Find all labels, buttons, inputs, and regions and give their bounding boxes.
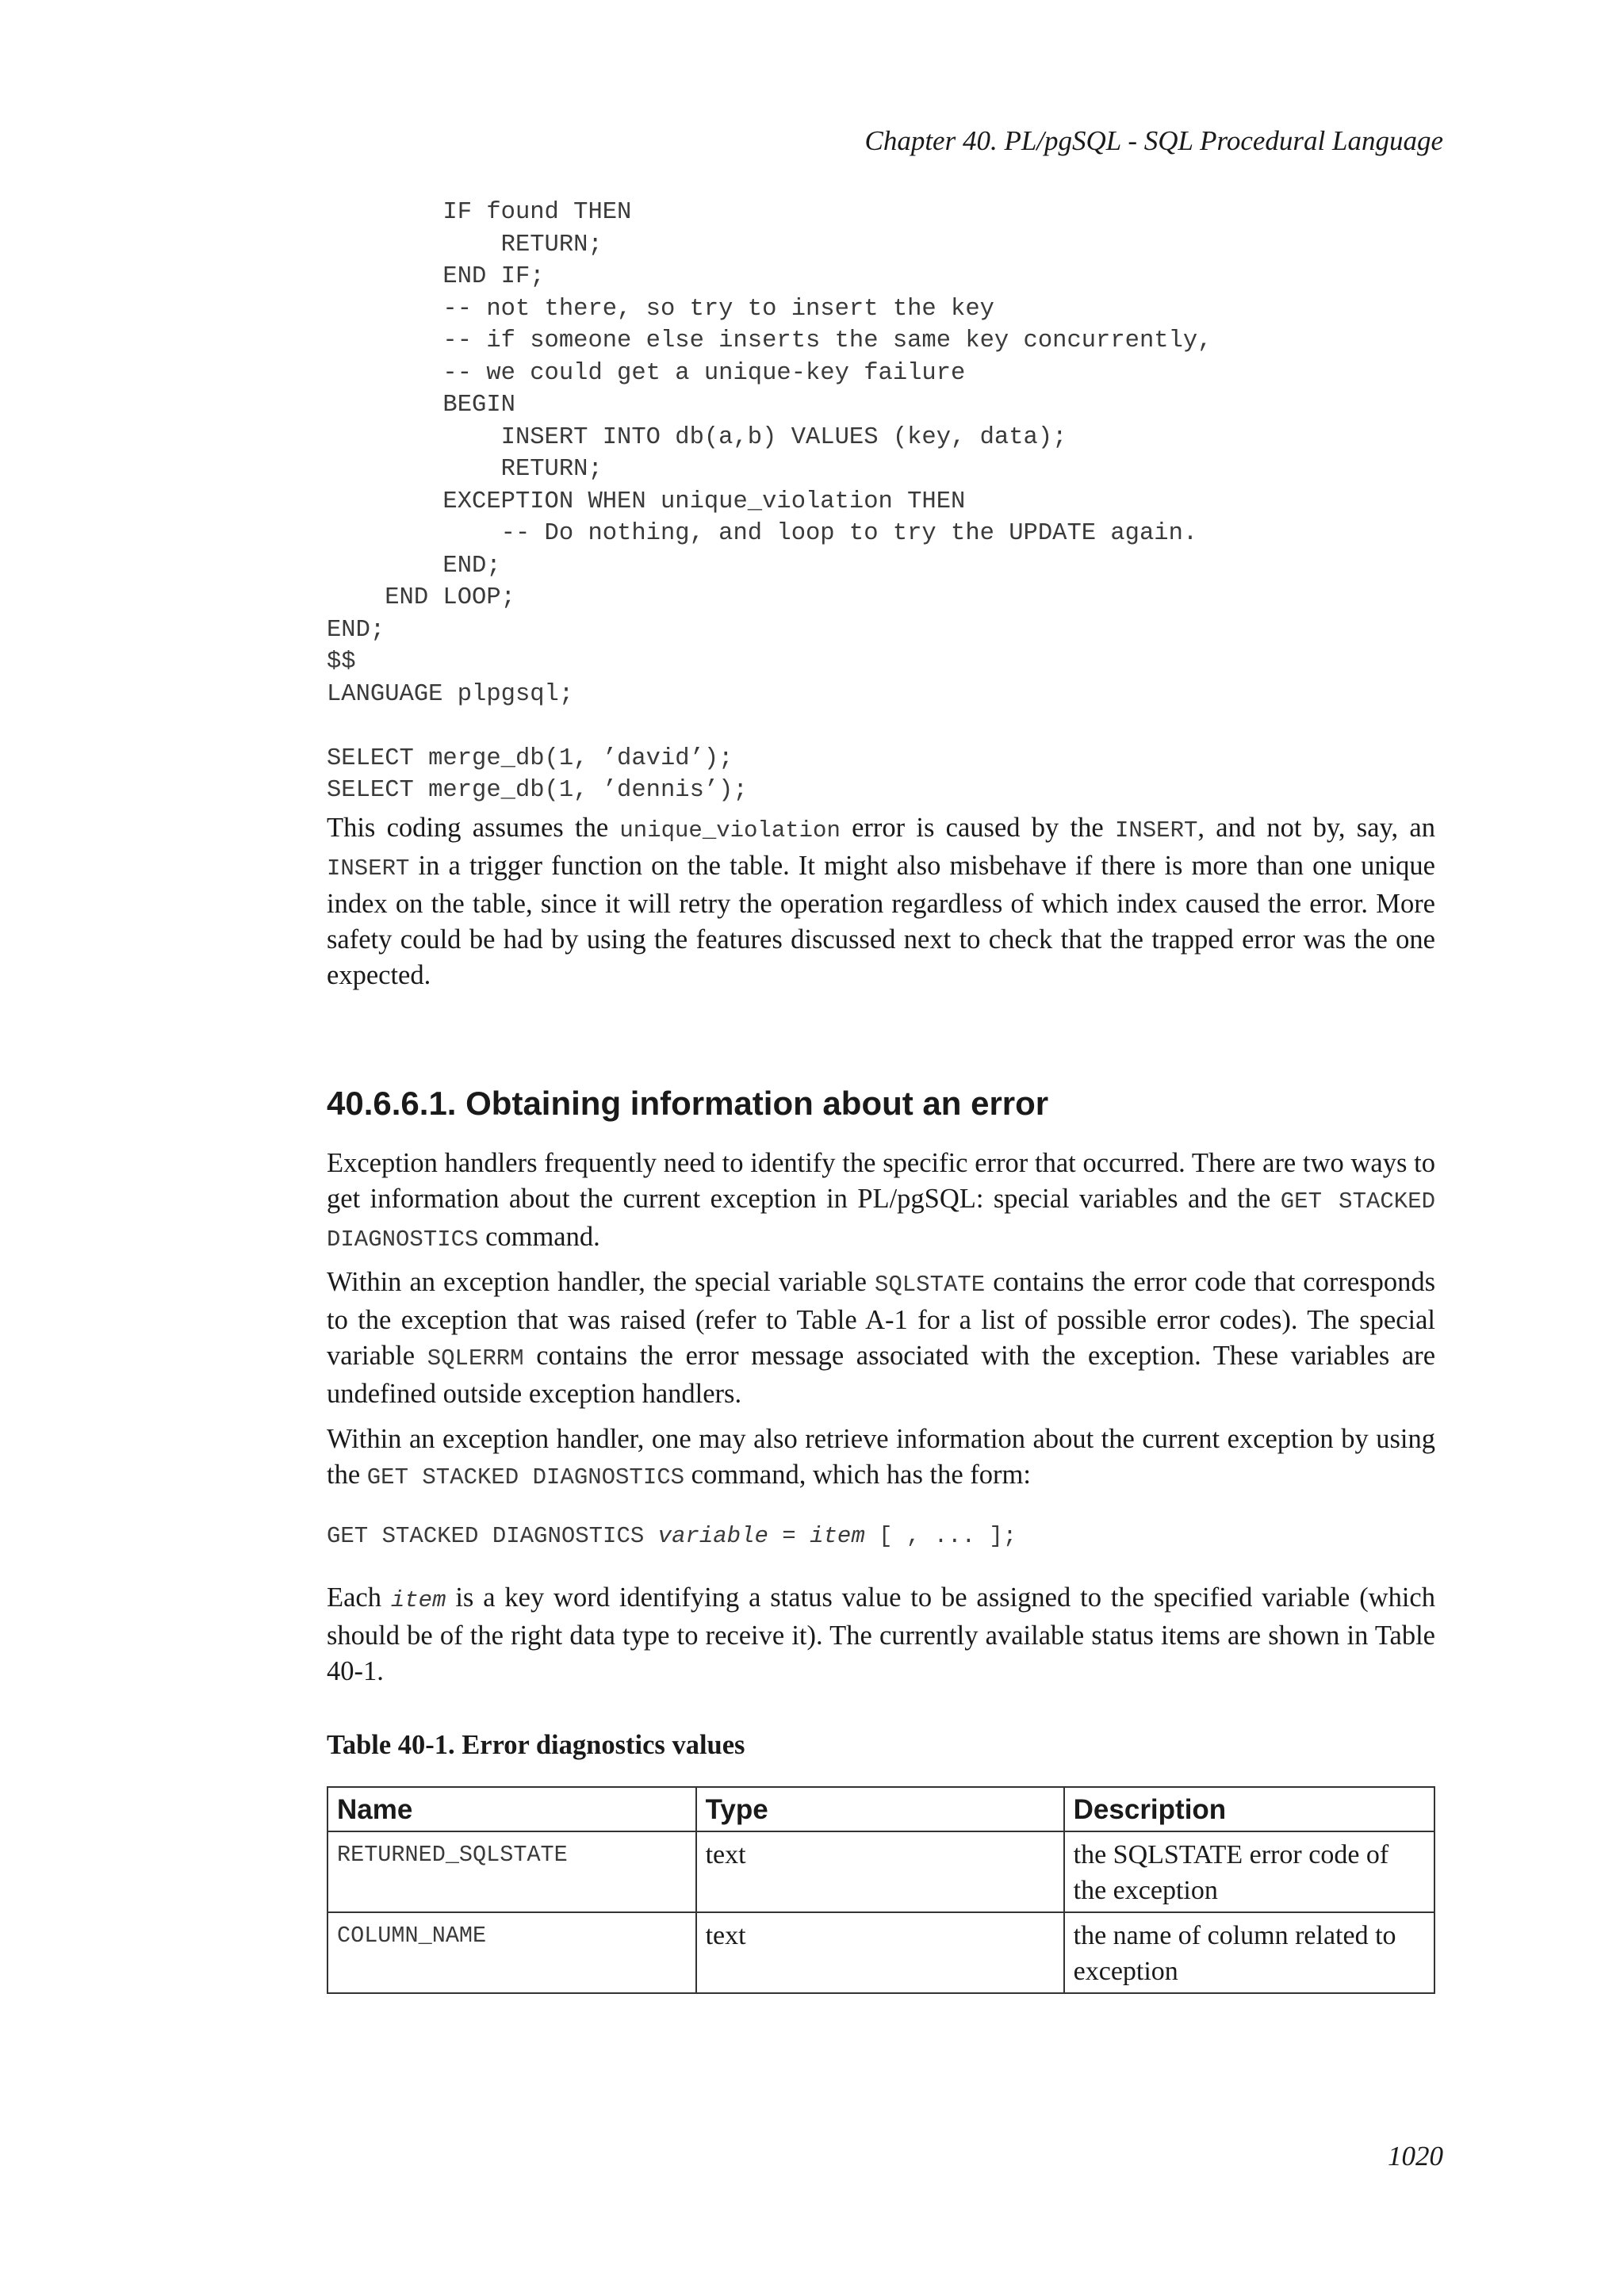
text-run: in a trigger function on the table. It might also misbehave if there is more than one unique index on the table, since it will retry the operation regardless of which index caused the error. More safety could be had by using the features discussed next to check that the trapped error was the one expected.	[327, 851, 1435, 990]
paragraph-sqlstate	[327, 1265, 1435, 1412]
table-caption: Table 40-1. Error diagnostics values	[327, 1730, 745, 1760]
code-inline: SQLERRM	[427, 1345, 524, 1372]
column-header: Description	[1064, 1787, 1434, 1831]
cell-type: text	[696, 1831, 1064, 1912]
code-inline: INSERT	[327, 855, 410, 882]
running-header: Chapter 40. PL/pgSQL - SQL Procedural Language	[864, 125, 1443, 156]
table-header-row	[327, 1787, 1434, 1831]
syntax-rest: [ , ... ];	[864, 1523, 1017, 1549]
text-run: Within an exception handler, the special variable	[327, 1267, 875, 1297]
code-listing: IF found THEN RETURN; END IF; -- not there, so try to insert the key -- if someone else inserts the same key concurrently, -- we could get a unique-key failure BEGIN INSERT INTO db(a,b) VALUES (key, data); RETURN; EXCEPTION WHEN unique_violation THEN -- Do nothing, and loop to try the UPDATE again. END; END LOOP; END; $$ LANGUAGE plpgsql; SELECT merge_db(1, ’david’); SELECT merge_db(1, ’dennis’);	[327, 199, 1212, 804]
paragraph-get-stacked	[327, 1422, 1435, 1495]
column-header: Type	[696, 1787, 1064, 1831]
diagnostics-table	[327, 1786, 1435, 1994]
section-heading: 40.6.6.1. Obtaining information about an error	[327, 1085, 1049, 1122]
cell-description: the SQLSTATE error code of the exception	[1064, 1831, 1434, 1912]
syntax-keyword: GET STACKED DIAGNOSTICS	[327, 1523, 658, 1549]
text-run: command, which has the form:	[684, 1460, 1031, 1490]
text-run: command.	[478, 1222, 600, 1252]
text-run: Exception handlers frequently need to identify the specific error that occurred. There are two ways to get information about the current exception in PL/pgSQL: special variables and the	[327, 1148, 1435, 1214]
text-run: contains the error message associated with the exception. These variables are undefined outside exception handlers.	[327, 1341, 1436, 1409]
paragraph-item	[327, 1580, 1435, 1689]
table-row	[327, 1831, 1434, 1912]
text-run: , and not by, say, an	[1197, 813, 1435, 843]
paragraph-exception-handlers	[327, 1146, 1435, 1257]
syntax-variable: item	[810, 1523, 865, 1549]
page-number: 1020	[1388, 2141, 1443, 2172]
text-run: Each	[327, 1582, 391, 1613]
cell-type: text	[696, 1912, 1064, 1993]
syntax-variable: variable	[657, 1523, 768, 1549]
text-run: is a key word identifying a status value to be assigned to the specified variable (which should be of the right data type to receive it). The currently available status items are shown in Table 40-1.	[327, 1582, 1435, 1686]
code-inline: GET STACKED DIAGNOSTICS	[366, 1464, 685, 1490]
code-inline: INSERT	[1114, 817, 1198, 844]
cell-name: COLUMN_NAME	[327, 1912, 696, 1993]
text-run: This coding assumes the	[327, 813, 620, 843]
cell-description: the name of column related to exception	[1064, 1912, 1434, 1993]
syntax-line	[327, 1523, 1017, 1549]
cell-name: RETURNED_SQLSTATE	[327, 1831, 696, 1912]
syntax-operator: =	[768, 1523, 810, 1549]
text-run: contains the error code that corresponds to the exception that was raised (refer to Table A-1 for a list of possible error codes). The special variable	[327, 1267, 1435, 1371]
text-run: Within an exception handler, one may also retrieve information about the current exception by using the	[327, 1424, 1435, 1490]
code-inline: GET STACKED DIAGNOSTICS	[327, 1188, 1435, 1253]
code-inline: unique_violation	[619, 817, 841, 844]
table-row	[327, 1912, 1434, 1993]
code-inline: SQLSTATE	[874, 1272, 986, 1298]
text-run: error is caused by the	[840, 813, 1115, 843]
code-inline-italic: item	[390, 1587, 446, 1613]
column-header: Name	[327, 1787, 696, 1831]
paragraph-unique-violation	[327, 810, 1435, 993]
